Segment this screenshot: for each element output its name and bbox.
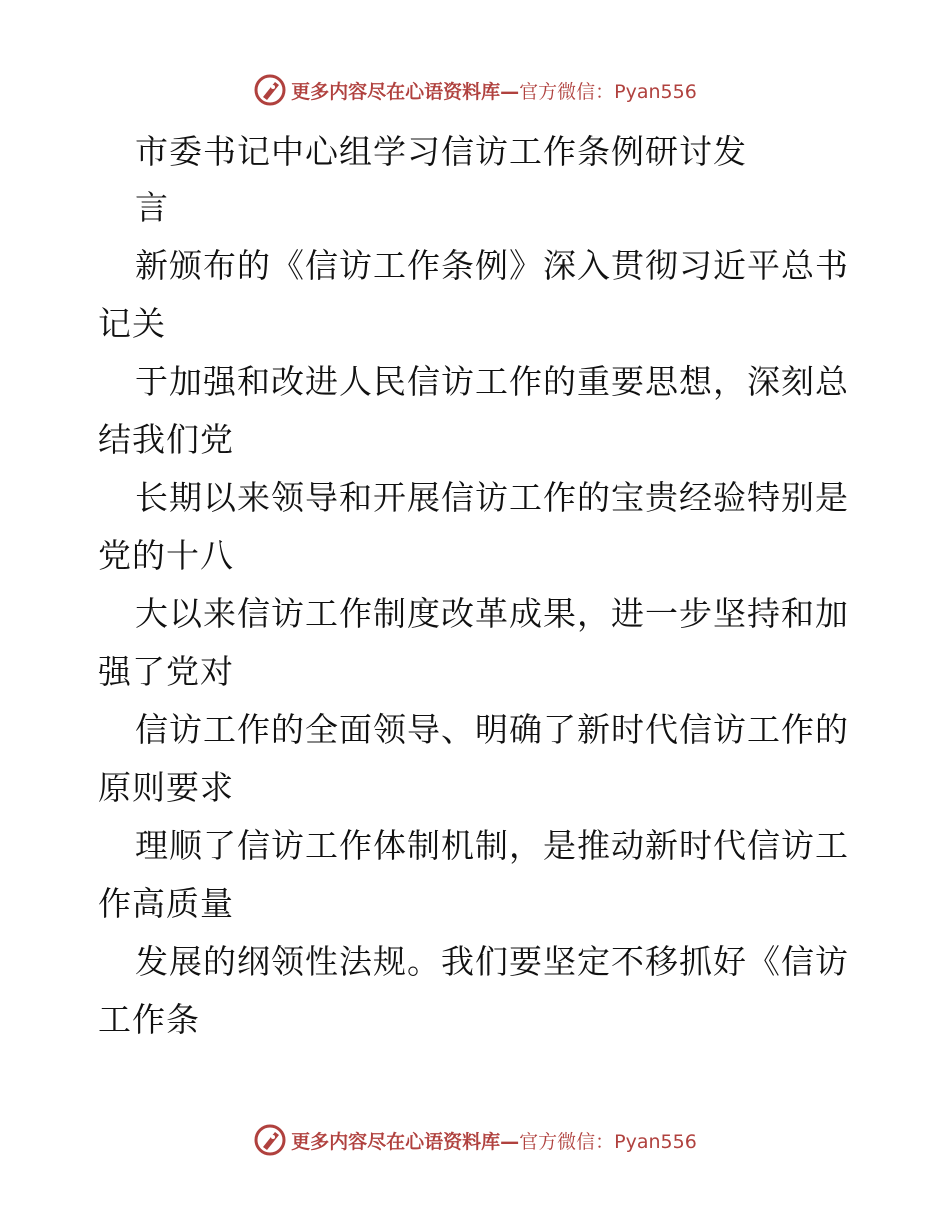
paragraph-line: 作高质量 bbox=[98, 884, 234, 923]
paragraph-line: 大以来信访工作制度改革成果，进一步坚持和加 bbox=[135, 594, 849, 633]
pen-nib-logo-icon bbox=[253, 1123, 287, 1157]
banner-wechat: 官方微信：Pyan556 bbox=[519, 80, 697, 103]
paragraph-line: 发展的纲领性法规。我们要坚定不移抓好《信访 bbox=[135, 942, 849, 981]
banner-text: 更多内容尽在心语资料库— bbox=[291, 80, 520, 103]
doc-title-line-1: 市委书记中心组学习信访工作条例研讨发 bbox=[135, 132, 747, 171]
pen-nib-logo-icon bbox=[253, 73, 287, 107]
paragraph-line: 工作条 bbox=[98, 1000, 200, 1039]
paragraph-line: 理顺了信访工作体制机制，是推动新时代信访工 bbox=[135, 826, 849, 865]
paragraph-line: 党的十八 bbox=[98, 536, 234, 575]
paragraph-line: 原则要求 bbox=[98, 768, 234, 807]
banner-wechat: 官方微信：Pyan556 bbox=[519, 1130, 697, 1153]
paragraph-line: 结我们党 bbox=[98, 420, 234, 459]
paragraph-line: 新颁布的《信访工作条例》深入贯彻习近平总书 bbox=[135, 246, 849, 285]
header-banner bbox=[0, 70, 950, 110]
paragraph-line: 信访工作的全面领导、明确了新时代信访工作的 bbox=[135, 710, 849, 749]
doc-title-line-2: 言 bbox=[135, 188, 169, 227]
paragraph-line: 强了党对 bbox=[98, 652, 234, 691]
paragraph-line: 长期以来领导和开展信访工作的宝贵经验特别是 bbox=[135, 478, 849, 517]
paragraph-line: 记关 bbox=[98, 304, 166, 343]
paragraph-line: 于加强和改进人民信访工作的重要思想，深刻总 bbox=[135, 362, 849, 401]
footer-banner bbox=[0, 1120, 950, 1160]
banner-text: 更多内容尽在心语资料库— bbox=[291, 1130, 520, 1153]
